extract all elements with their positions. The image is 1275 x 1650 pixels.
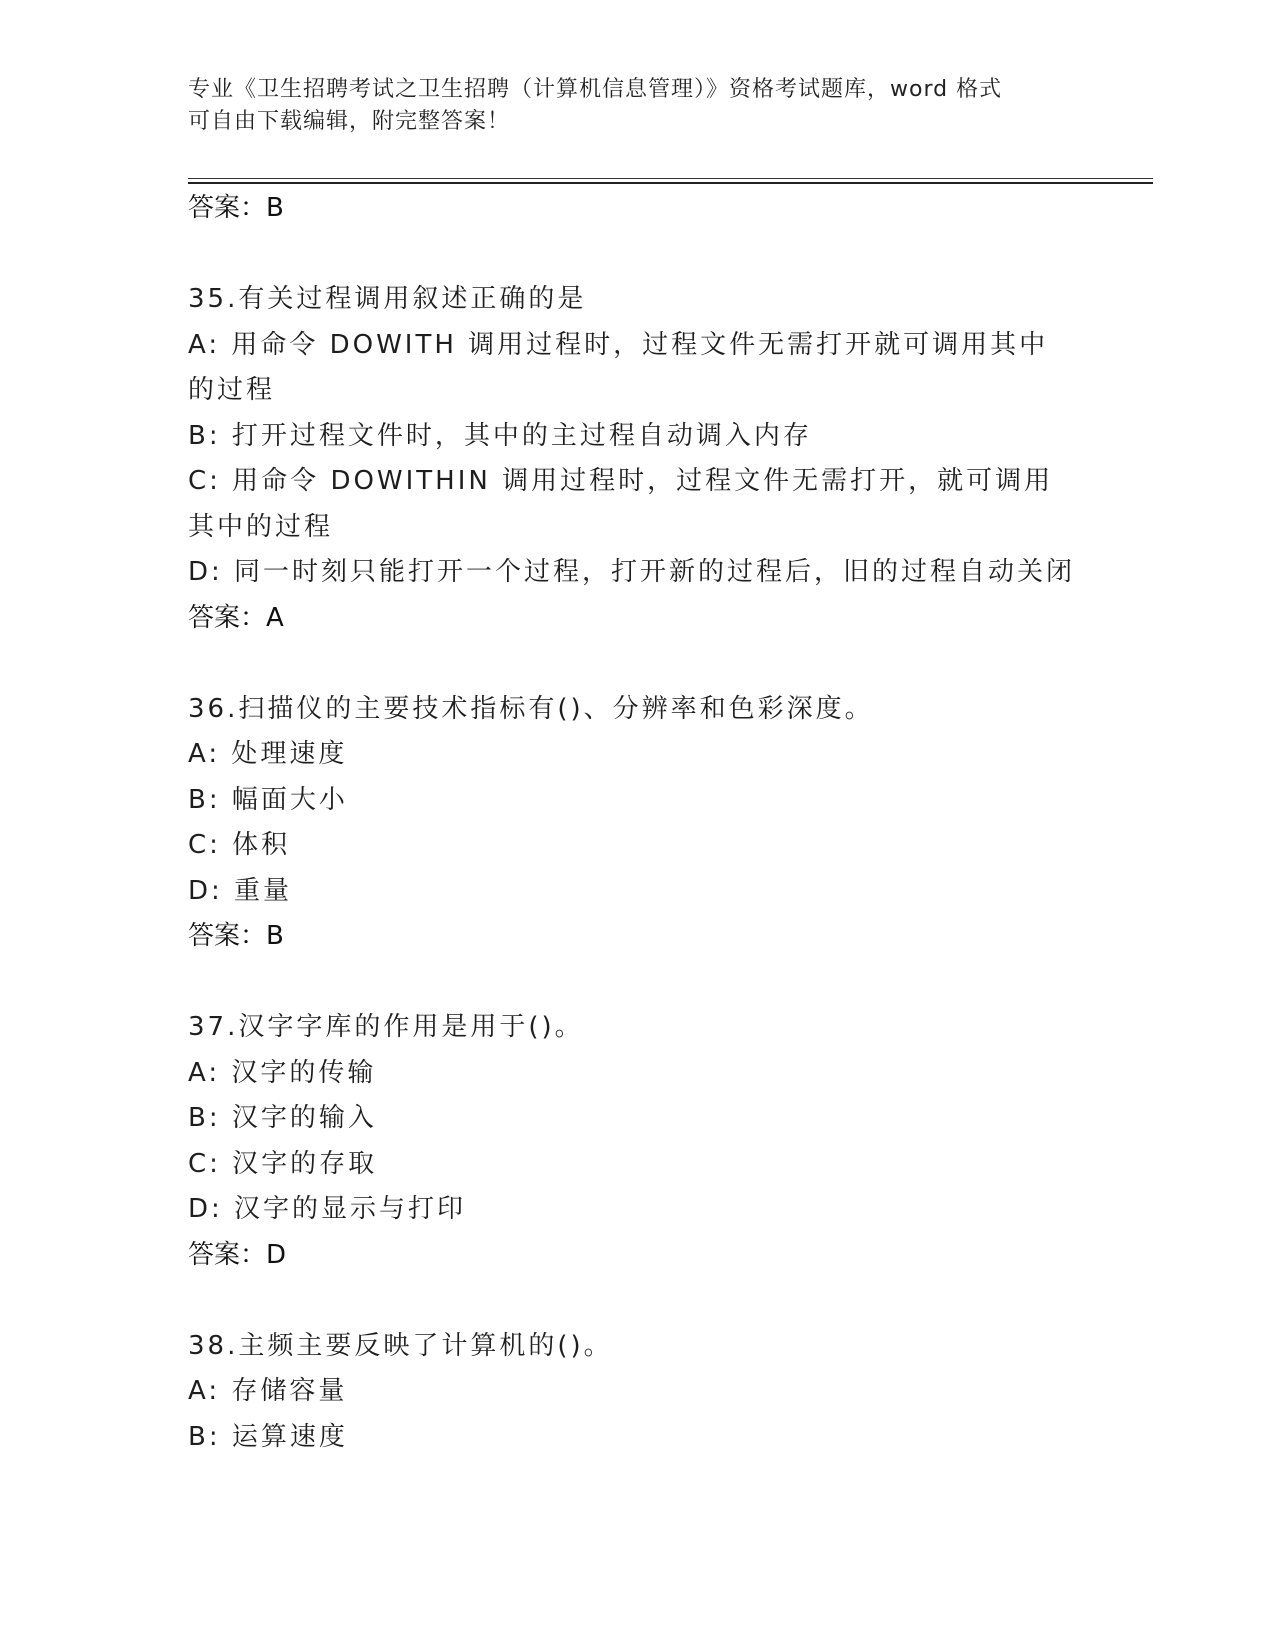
option-a: A: 处理速度 bbox=[188, 739, 348, 769]
header-divider-thick bbox=[188, 182, 1153, 184]
question-35 bbox=[188, 277, 1088, 641]
option-b: B: 打开过程文件时，其中的主过程自动调入内存 bbox=[188, 420, 812, 451]
document-header bbox=[188, 74, 1068, 138]
header-line-2: 可自由下载编辑，附完整答案！ bbox=[188, 109, 511, 134]
option-b: B: 汉字的输入 bbox=[188, 1103, 377, 1133]
option-a: A: 存储容量 bbox=[188, 1376, 348, 1406]
question-36 bbox=[188, 687, 1088, 960]
spacer bbox=[188, 960, 1088, 1006]
spacer bbox=[188, 232, 1088, 278]
question-list bbox=[188, 186, 1088, 1460]
answer-line: 答案：A bbox=[188, 602, 284, 633]
option-a: A: 用命令 DOWITH 调用过程时，过程文件无需打开就可调用其中的过程 bbox=[188, 329, 1049, 405]
option-d: D: 重量 bbox=[188, 875, 293, 906]
question-stem: 37.汉字字库的作用是用于()。 bbox=[188, 1012, 584, 1042]
answer-line: 答案：B bbox=[188, 921, 284, 951]
spacer bbox=[188, 1278, 1088, 1324]
option-d: D: 汉字的显示与打印 bbox=[188, 1194, 467, 1224]
answer-line: 答案：D bbox=[188, 1239, 287, 1270]
option-c: C: 体积 bbox=[188, 830, 291, 860]
question-37 bbox=[188, 1005, 1088, 1278]
option-a: A: 汉字的传输 bbox=[188, 1057, 377, 1088]
header-line-1: 专业《卫生招聘考试之卫生招聘（计算机信息管理）》资格考试题库，word 格式 bbox=[188, 77, 1003, 102]
option-b: B: 运算速度 bbox=[188, 1421, 348, 1452]
option-b: B: 幅面大小 bbox=[188, 784, 348, 815]
question-stem: 35.有关过程调用叙述正确的是 bbox=[188, 284, 587, 314]
question-stem: 38.主频主要反映了计算机的()。 bbox=[188, 1330, 613, 1361]
question-38 bbox=[188, 1324, 1088, 1461]
option-d: D: 同一时刻只能打开一个过程，打开新的过程后，旧的过程自动关闭 bbox=[188, 557, 1076, 587]
option-c: C: 用命令 DOWITHIN 调用过程时，过程文件无需打开，就可调用其中的过程 bbox=[188, 466, 1054, 542]
option-c: C: 汉字的存取 bbox=[188, 1148, 378, 1179]
spacer bbox=[188, 641, 1088, 687]
question-stem: 36.扫描仪的主要技术指标有()、分辨率和色彩深度。 bbox=[188, 693, 874, 724]
previous-answer: 答案：B bbox=[188, 193, 284, 223]
header-divider-thin bbox=[188, 178, 1153, 179]
